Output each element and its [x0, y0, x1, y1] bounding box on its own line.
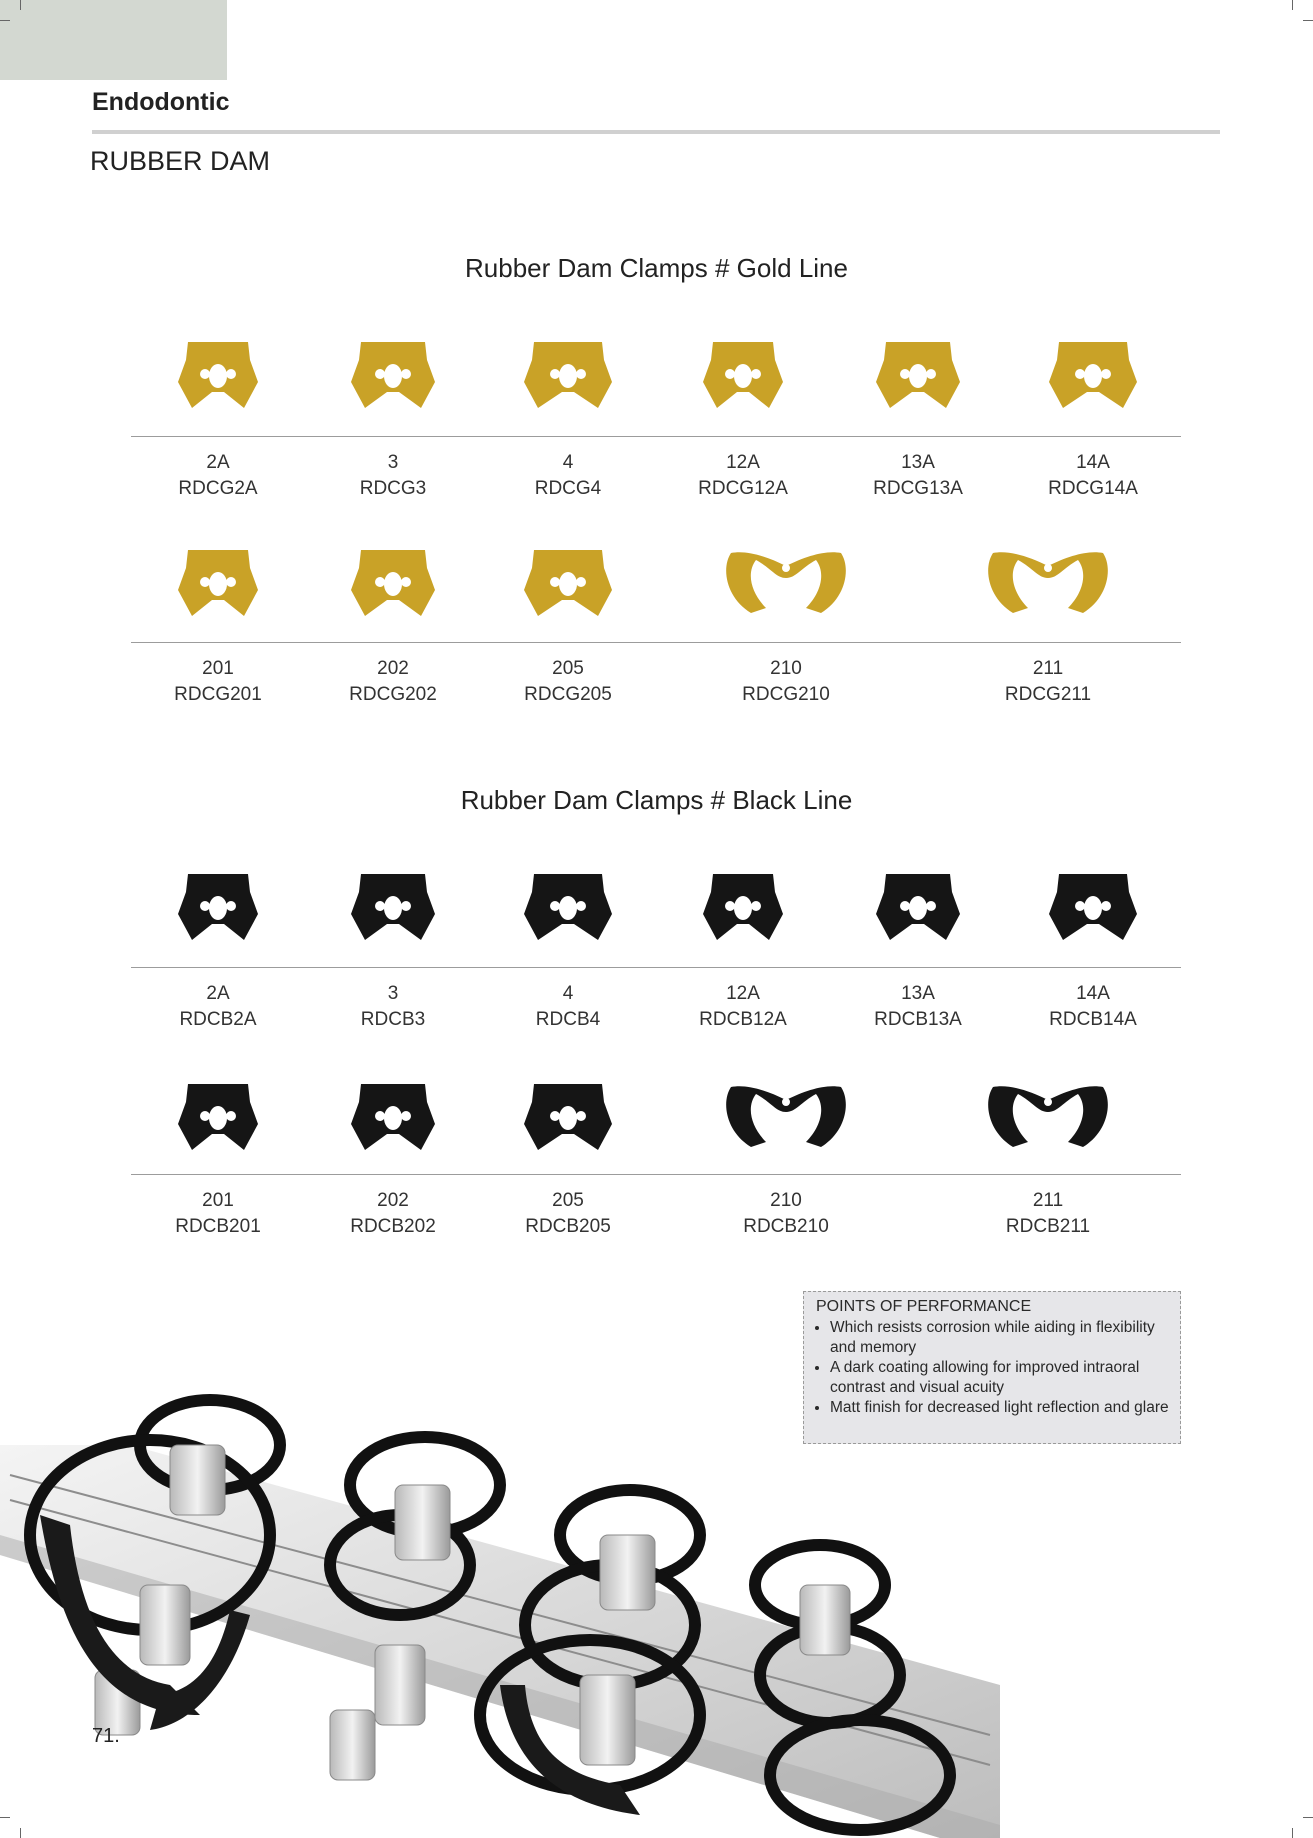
clamp-label	[313, 981, 473, 1033]
clamp-label	[706, 656, 866, 708]
clamp-image	[711, 1072, 861, 1162]
clamp-hole	[375, 577, 385, 587]
clamp-code: RDCG210	[742, 684, 830, 705]
clamp-hole	[751, 901, 761, 911]
clamp-label	[1013, 450, 1173, 502]
clamp-hole	[375, 369, 385, 379]
clamp-size: 4	[562, 983, 574, 1004]
clamp-label	[488, 450, 648, 502]
clamp-image	[143, 330, 293, 420]
clamp-size: 202	[377, 1190, 409, 1211]
clamp-size: 4	[562, 452, 574, 473]
clamp-code: RDCB14A	[1049, 1009, 1137, 1030]
clamp-code: RDCG205	[524, 684, 612, 705]
clamp-hole	[401, 369, 411, 379]
clamp-image	[318, 1072, 468, 1162]
clamp-hole	[576, 901, 586, 911]
gold-line-title: Rubber Dam Clamps # Gold Line	[465, 253, 848, 283]
gold-row-2-labels	[131, 656, 1181, 712]
clamp-size: 13A	[901, 452, 935, 473]
clamp-label	[138, 656, 298, 708]
clamp-hole	[1075, 369, 1085, 379]
clamp-image	[668, 862, 818, 952]
clamp-hole	[782, 594, 790, 602]
clamp-hole	[900, 369, 910, 379]
clamp-hole	[401, 577, 411, 587]
clamp-body	[726, 1086, 846, 1147]
clamp-image	[1018, 862, 1168, 952]
clamp-size: 14A	[1076, 983, 1110, 1004]
crop-mark	[1303, 20, 1313, 21]
clamp-hole	[926, 369, 936, 379]
clamp-image	[493, 538, 643, 628]
clamp-code: RDCG4	[534, 478, 602, 499]
clamp-bow-opening	[209, 572, 227, 596]
clamp-label	[663, 450, 823, 502]
clamp-image	[318, 538, 468, 628]
clamp-label	[1013, 981, 1173, 1033]
clamp-body	[988, 1086, 1108, 1147]
gold-row-1-labels	[131, 450, 1181, 506]
clamp-hole	[200, 1111, 210, 1121]
clamp-code: RDCB210	[743, 1216, 829, 1237]
clamp-bow-opening	[384, 896, 402, 920]
clamp-bow-opening	[384, 572, 402, 596]
clamp-image	[143, 1072, 293, 1162]
clamp-label	[138, 450, 298, 502]
clamp-label	[968, 1188, 1128, 1240]
clamp-size: 205	[552, 1190, 584, 1211]
clamp-label	[138, 1188, 298, 1240]
clamp-label	[838, 450, 998, 502]
clamp-size: 12A	[726, 452, 760, 473]
clamp-size: 3	[387, 452, 399, 473]
clamp-label	[488, 981, 648, 1033]
clamp-image	[843, 330, 993, 420]
clamp-bow-opening	[1084, 896, 1102, 920]
clamp-bow-opening	[909, 896, 927, 920]
performance-point: • Which resists corrosion while aiding in flexibility and memory	[830, 1318, 1170, 1358]
clamp-hole	[725, 901, 735, 911]
clamp-hole	[550, 369, 560, 379]
clamp-label	[968, 656, 1128, 708]
clamp-hole	[550, 901, 560, 911]
black-line-title: Rubber Dam Clamps # Black Line	[460, 785, 853, 815]
clamp-label	[138, 981, 298, 1033]
clamp-code: RDCB211	[1005, 1216, 1091, 1237]
clamp-code: RDCG12A	[698, 478, 788, 499]
clamp-bow-opening	[1084, 364, 1102, 388]
clamp-code: RDCB13A	[874, 1009, 962, 1030]
performance-title: POINTS OF PERFORMANCE	[816, 1298, 1032, 1315]
clamp-hole	[1044, 1098, 1052, 1106]
clamp-hole	[401, 901, 411, 911]
clamp-image	[143, 862, 293, 952]
clamp-code: RDCG14A	[1048, 478, 1138, 499]
clamp-hole	[375, 901, 385, 911]
clamp-image	[493, 1072, 643, 1162]
clamp-image	[143, 538, 293, 628]
crop-mark	[20, 0, 21, 10]
black-row-1	[131, 862, 1181, 952]
row-divider	[131, 967, 1181, 968]
clamp-image	[318, 862, 468, 952]
page-number: 71.	[92, 1725, 120, 1747]
clamp-code: RDCB12A	[699, 1009, 787, 1030]
clamp-code: RDCB2A	[179, 1009, 257, 1030]
clamp-size: 201	[202, 658, 234, 679]
crop-mark	[1292, 0, 1293, 10]
clamp-size: 3	[387, 983, 399, 1004]
clamp-hole	[1075, 901, 1085, 911]
clamp-bow-opening	[909, 364, 927, 388]
clamp-image	[973, 538, 1123, 628]
clamp-hole	[200, 369, 210, 379]
row-divider	[131, 642, 1181, 643]
clamp-size: 210	[770, 1190, 802, 1211]
crop-mark	[1292, 1828, 1293, 1838]
corner-tab	[0, 0, 227, 80]
clamp-hole	[226, 369, 236, 379]
clamp-size: 205	[552, 658, 584, 679]
clamp-bow-opening	[384, 364, 402, 388]
clamp-image	[493, 330, 643, 420]
row-divider	[131, 436, 1181, 437]
clamp-hole	[1101, 369, 1111, 379]
clamp-bow-opening	[209, 1106, 227, 1130]
clamp-hole	[550, 1111, 560, 1121]
clamp-image	[493, 862, 643, 952]
clamp-label	[488, 1188, 648, 1240]
performance-point: • A dark coating allowing for improved intraoral contrast and visual acuity	[830, 1358, 1170, 1398]
clamp-image	[1018, 330, 1168, 420]
clamp-hole	[226, 577, 236, 587]
clamp-bow-opening	[209, 364, 227, 388]
clamp-code: RDCG13A	[873, 478, 963, 499]
clamp-label	[313, 1188, 473, 1240]
clamp-image	[318, 330, 468, 420]
clamp-hole	[782, 564, 790, 572]
clamp-bow-opening	[559, 364, 577, 388]
clamp-label	[663, 981, 823, 1033]
gold-row-1	[131, 330, 1181, 420]
clamp-bow-opening	[734, 364, 752, 388]
clamp-code: RDCB4	[535, 1009, 601, 1030]
clamp-hole	[900, 901, 910, 911]
clamp-size: 13A	[901, 983, 935, 1004]
clamp-body	[988, 552, 1108, 613]
clamp-bow-opening	[734, 896, 752, 920]
performance-point: • Matt finish for decreased light reflection and glare	[830, 1398, 1170, 1418]
clamp-size: 2A	[206, 452, 230, 473]
clamp-hole	[200, 577, 210, 587]
clamp-tray-photo	[0, 1385, 1010, 1838]
clamp-hole	[1044, 1128, 1052, 1136]
clamp-hole	[200, 901, 210, 911]
clamp-bow-opening	[209, 896, 227, 920]
clamp-code: RDCG201	[174, 684, 262, 705]
clamp-code: RDCB202	[350, 1216, 436, 1237]
clamp-hole	[401, 1111, 411, 1121]
black-row-2	[131, 1072, 1181, 1162]
clamp-hole	[1044, 594, 1052, 602]
clamp-hole	[1101, 901, 1111, 911]
clamp-code: RDCG202	[349, 684, 437, 705]
clamp-hole	[226, 901, 236, 911]
clamp-image	[843, 862, 993, 952]
clamp-size: 202	[377, 658, 409, 679]
clamp-image	[668, 330, 818, 420]
clamp-code: RDCG3	[359, 478, 427, 499]
clamp-bow-opening	[559, 1106, 577, 1130]
black-row-2-labels	[131, 1188, 1181, 1244]
clamp-hole	[576, 369, 586, 379]
gold-row-2	[131, 538, 1181, 628]
subsection-title: RUBBER DAM	[90, 146, 271, 176]
clamp-size: 201	[202, 1190, 234, 1211]
clamp-code: RDCG211	[1004, 684, 1092, 705]
clamp-code: RDCB3	[360, 1009, 426, 1030]
clamp-image	[711, 538, 861, 628]
clamp-hole	[782, 1098, 790, 1106]
clamp-hole	[1044, 564, 1052, 572]
clamp-code: RDCB205	[525, 1216, 611, 1237]
clamp-hole	[576, 577, 586, 587]
clamp-hole	[926, 901, 936, 911]
row-divider	[131, 1174, 1181, 1175]
clamp-image	[973, 1072, 1123, 1162]
header-rule	[92, 130, 1220, 134]
clamp-body	[726, 552, 846, 613]
clamp-label	[488, 656, 648, 708]
clamp-label	[706, 1188, 866, 1240]
clamp-size: 211	[1032, 658, 1064, 679]
clamp-label	[313, 450, 473, 502]
clamp-hole	[375, 1111, 385, 1121]
clamp-code: RDCG2A	[178, 478, 258, 499]
clamp-size: 211	[1032, 1190, 1064, 1211]
clamp-size: 2A	[206, 983, 230, 1004]
clamp-bow-opening	[559, 572, 577, 596]
crop-mark	[1303, 1817, 1313, 1818]
clamp-hole	[751, 369, 761, 379]
clamp-label	[313, 656, 473, 708]
clamp-hole	[576, 1111, 586, 1121]
clamp-size: 210	[770, 658, 802, 679]
clamp-code: RDCB201	[175, 1216, 261, 1237]
crop-mark	[0, 20, 10, 21]
clamp-hole	[725, 369, 735, 379]
clamp-hole	[226, 1111, 236, 1121]
clamp-size: 12A	[726, 983, 760, 1004]
clamp-hole	[782, 1128, 790, 1136]
clamp-hole	[550, 577, 560, 587]
black-row-1-labels	[131, 981, 1181, 1037]
clamp-bow-opening	[559, 896, 577, 920]
section-title: Endodontic	[92, 88, 230, 116]
clamp-label	[838, 981, 998, 1033]
clamp-size: 14A	[1076, 452, 1110, 473]
clamp-bow-opening	[384, 1106, 402, 1130]
